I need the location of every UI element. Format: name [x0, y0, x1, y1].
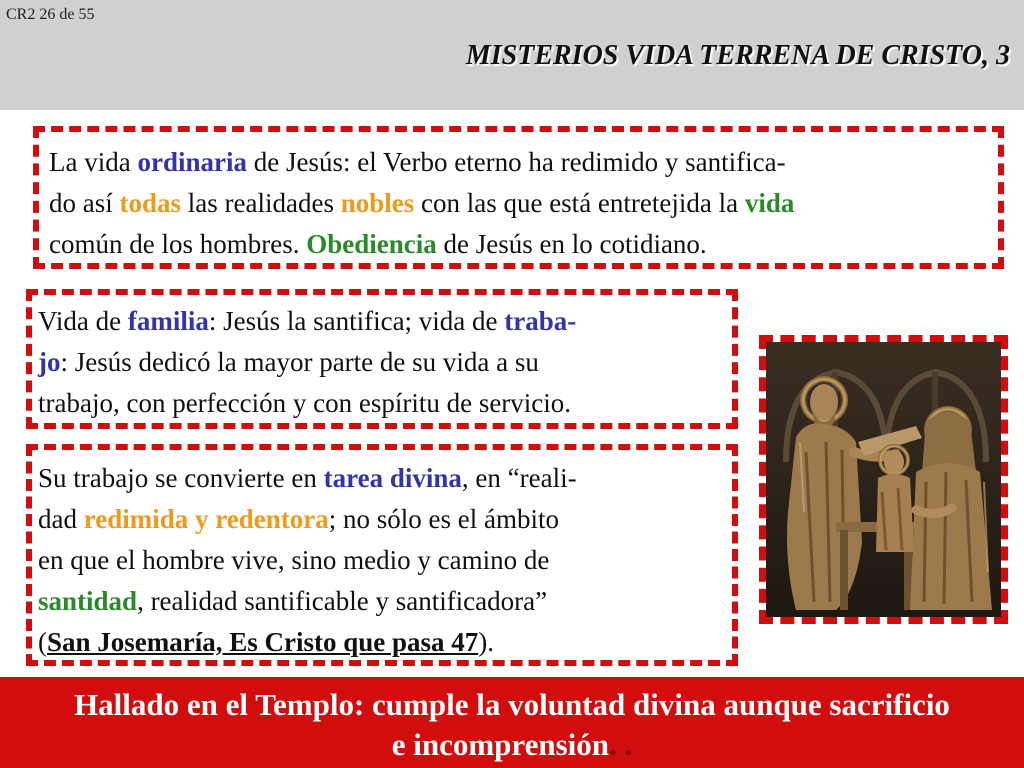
text: de Jesús en lo cotidiano.	[436, 229, 707, 259]
paragraph-family-work	[38, 301, 726, 424]
text: do así	[49, 188, 120, 218]
paragraph-ordinary-life	[49, 142, 988, 265]
text: , en “reali-	[461, 463, 577, 493]
text: Vida de	[38, 306, 128, 336]
footer-banner	[0, 677, 1024, 768]
footer-dots: . .	[609, 727, 633, 762]
footer-line-2	[0, 725, 1024, 765]
text: en que el hombre vive, sino medio y camino de	[38, 545, 550, 575]
highlight-nobles: nobles	[340, 188, 415, 218]
highlight-trabajo: jo	[38, 347, 61, 377]
text: , realidad santificable y santificadora”	[137, 586, 548, 616]
slide-number: CR2 26 de 55	[6, 6, 95, 23]
text: las realidades	[181, 188, 341, 218]
footer-line-2-text: e incomprensión	[391, 727, 610, 762]
highlight-redimida: redimida y redentora	[83, 504, 329, 534]
footer-line-1: Hallado en el Templo: cumple la voluntad divina aunque sacrificio	[74, 687, 950, 722]
header-bar	[0, 0, 1024, 110]
text: (	[38, 627, 47, 657]
text-box-ordinary-life	[33, 126, 1004, 269]
slide-title: MISTERIOS VIDA TERRENA DE CRISTO, 3	[465, 40, 1010, 71]
text: Su trabajo se convierte en	[38, 463, 324, 493]
highlight-todas: todas	[119, 188, 182, 218]
text-box-divine-task	[26, 444, 738, 666]
text: de Jesús: el Verbo eterno ha redimido y santifica-	[246, 147, 786, 177]
text: trabajo, con perfección y con espíritu de servicio.	[38, 388, 572, 418]
text-box-family-work	[26, 289, 738, 429]
highlight-ordinaria: ordinaria	[137, 147, 247, 177]
holy-family-carving-image	[759, 335, 1008, 624]
text: dad	[38, 504, 84, 534]
text: : Jesús la santifica; vida de	[208, 306, 505, 336]
highlight-vida: vida	[744, 188, 795, 218]
text: ; no sólo es el ámbito	[328, 504, 559, 534]
highlight-santidad: santidad	[38, 586, 138, 616]
text: : Jesús dedicó la mayor parte de su vida a su	[60, 347, 539, 377]
paragraph-divine-task	[38, 458, 726, 663]
highlight-obediencia: Obediencia	[306, 229, 437, 259]
highlight-tarea-divina: tarea divina	[323, 463, 462, 493]
highlight-familia: familia	[127, 306, 209, 336]
text: La vida	[49, 147, 138, 177]
text: con las que está entretejida la	[414, 188, 745, 218]
text: ).	[478, 627, 495, 657]
text: común de los hombres.	[49, 229, 307, 259]
citation-link[interactable]: San Josemaría, Es Cristo que pasa 47	[47, 627, 479, 657]
carving-illustration	[766, 342, 1001, 617]
highlight-trabajo: traba-	[504, 306, 577, 336]
